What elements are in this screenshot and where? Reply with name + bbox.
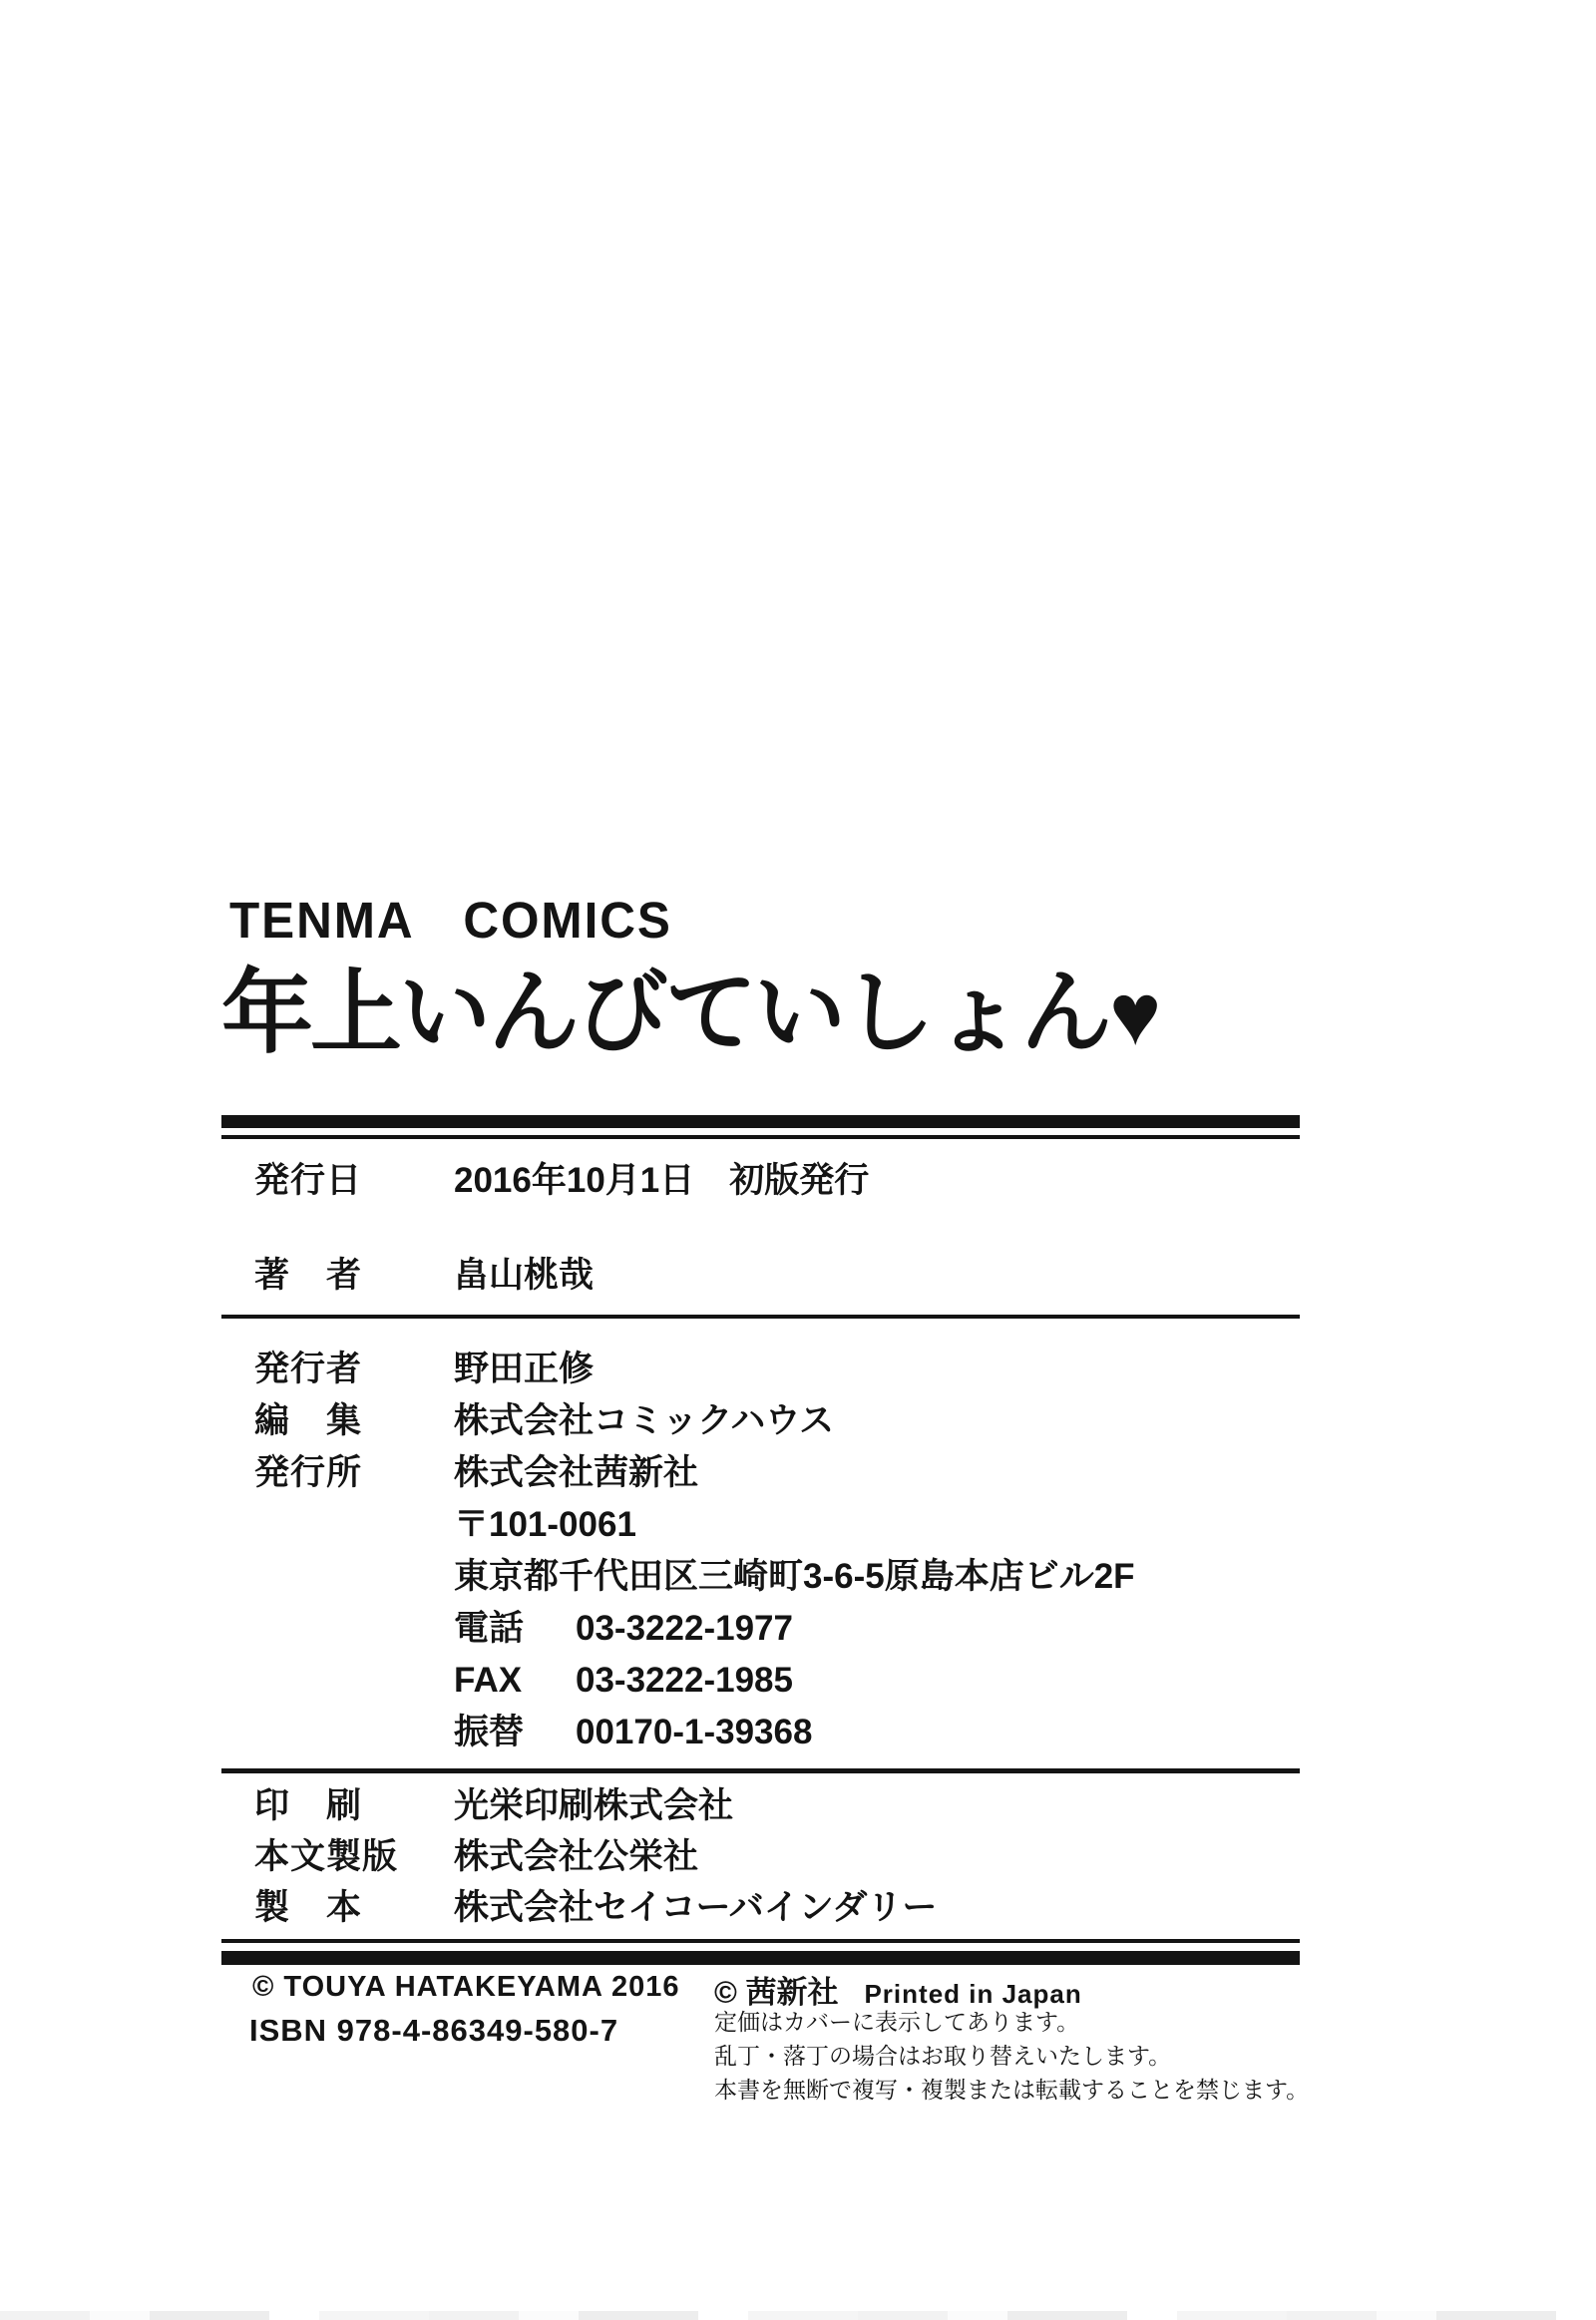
row-label: 発行所: [254, 1453, 363, 1492]
row-value: 東京都千代田区三崎町3-6-5原島本店ビル2F: [454, 1557, 1135, 1596]
colophon-row-postal-transfer: [254, 1712, 812, 1753]
row-value: 株式会社コミックハウス: [454, 1401, 835, 1440]
note-no-reproduction: 本書を無断で複写・複製または転載することを禁じます。: [714, 2077, 1310, 2103]
section-divider-2: [221, 1768, 1300, 1773]
colophon-row-editor: [254, 1400, 834, 1442]
row-label: 製 本: [254, 1888, 363, 1927]
row-value: 光栄印刷株式会社: [454, 1786, 734, 1825]
row-sublabel: FAX: [454, 1661, 523, 1700]
copyright-publisher: © 茜新社: [714, 1975, 839, 2010]
row-value: 〒101-0061: [454, 1505, 636, 1544]
isbn: ISBN 978-4-86349-580-7: [249, 2013, 619, 2048]
note-defective-copies: 乱丁・落丁の場合はお取り替えいたします。: [714, 2043, 1172, 2069]
note-price: 定価はカバーに表示してあります。: [714, 2009, 1080, 2035]
row-label: 発行者: [254, 1350, 363, 1388]
row-label: 編 集: [254, 1401, 363, 1440]
heart-icon: ♥: [1109, 965, 1162, 1063]
colophon-row-typesetting: [254, 1836, 698, 1878]
row-value: 株式会社公栄社: [454, 1837, 699, 1876]
book-title: [221, 964, 1161, 1064]
row-value: 株式会社セイコーバインダリー: [454, 1888, 938, 1927]
colophon-row-address: [254, 1556, 1135, 1598]
imprint-label: TENMA COMICS: [229, 892, 672, 949]
row-sublabel: 振替: [454, 1713, 525, 1751]
row-value: 2016年10月1日 初版発行: [454, 1161, 870, 1200]
title-rule-thin: [221, 1135, 1300, 1139]
colophon-row-binding: [254, 1887, 937, 1929]
footer-notes: [714, 2005, 1309, 2107]
colophon-row-author: [254, 1255, 594, 1297]
colophon-row-postal-code: [254, 1504, 636, 1546]
row-value: 00170-1-39368: [576, 1713, 813, 1751]
copyright-author: © TOUYA HATAKEYAMA 2016: [252, 1971, 680, 2003]
title-rule-thick: [221, 1115, 1300, 1128]
row-value: 株式会社茜新社: [454, 1453, 699, 1492]
colophon-row-publishing-office: [254, 1452, 698, 1494]
footer-rule-thick: [221, 1951, 1300, 1965]
row-label: 印 刷: [254, 1786, 363, 1825]
colophon-row-printing: [254, 1785, 733, 1827]
book-title-text: 年上いんびていしょん: [221, 963, 1110, 1064]
colophon-row-fax: [254, 1660, 793, 1702]
row-value: 03-3222-1985: [576, 1661, 793, 1700]
printed-in-japan: Printed in Japan: [864, 1979, 1082, 2009]
row-value: 野田正修: [454, 1350, 595, 1388]
colophon-row-publisher: [254, 1349, 594, 1390]
section-divider-1: [221, 1315, 1300, 1319]
row-value: 03-3222-1977: [576, 1609, 793, 1648]
row-sublabel: 電話: [454, 1609, 525, 1648]
row-label: 本文製版: [254, 1837, 399, 1876]
colophon-row-date: [254, 1160, 869, 1202]
row-label: 著 者: [254, 1256, 363, 1295]
row-value: 畠山桃哉: [454, 1256, 595, 1295]
colophon-row-phone: [254, 1608, 793, 1650]
page-bottom-scan-edge: [0, 2311, 1596, 2320]
footer-rule-thin: [221, 1939, 1300, 1943]
row-label: 発行日: [254, 1161, 363, 1200]
